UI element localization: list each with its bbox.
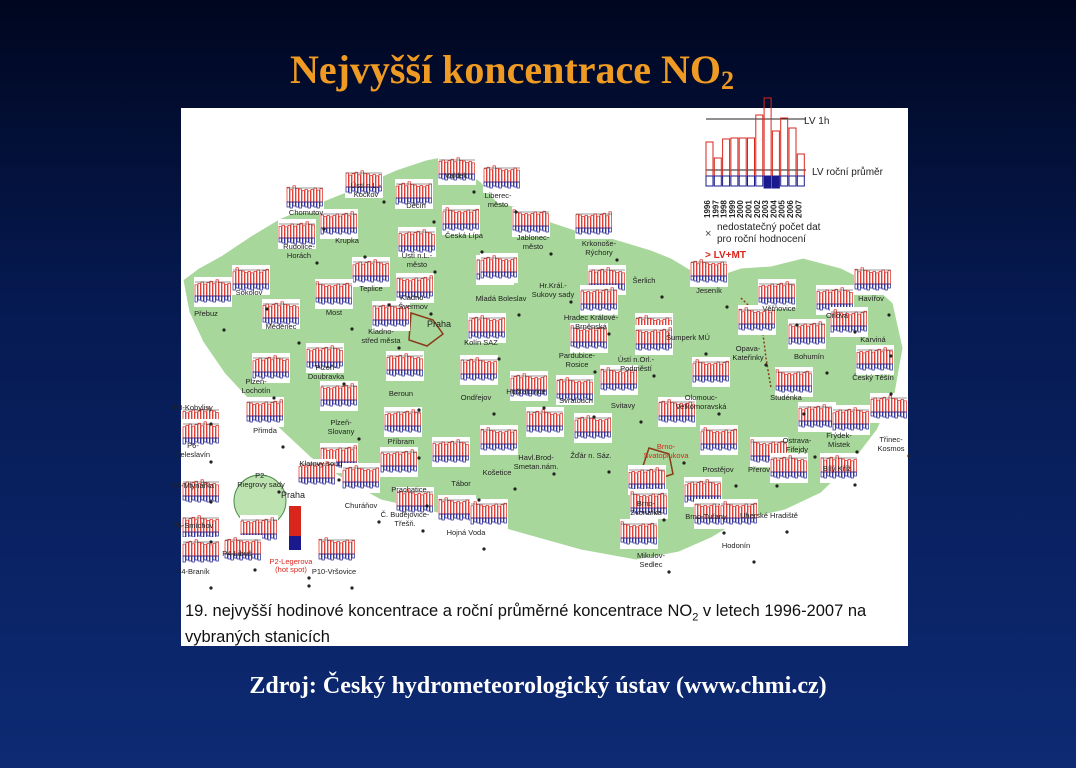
station-dot — [209, 460, 212, 463]
station-dot — [342, 382, 345, 385]
station-dot — [480, 250, 483, 253]
station-label: Most — [325, 308, 343, 317]
station-label: Ústí n.Orl.- — [617, 355, 655, 364]
station-dot — [272, 396, 275, 399]
legend-annual-bar — [748, 176, 755, 186]
legend-hourly-bar — [714, 158, 721, 176]
station-label: Brno- — [656, 442, 676, 451]
station-label: Mladá Boleslav — [475, 294, 527, 303]
station-chart — [352, 257, 390, 287]
station-label: Doubravka — [307, 372, 345, 381]
map-figure-panel — [171, 108, 908, 647]
station-dot — [549, 252, 552, 255]
station-label: Kladno- — [368, 327, 394, 336]
station-label: město — [406, 260, 428, 269]
station-label: Frýdek- — [826, 431, 852, 440]
station-dot — [472, 190, 475, 193]
station-chart — [700, 425, 738, 455]
station-dot — [357, 437, 360, 440]
station-label: Hr.Král.- — [539, 281, 567, 290]
station-dot — [477, 498, 480, 501]
station-dot — [209, 586, 212, 589]
station-label: Třinec- — [879, 435, 903, 444]
station-chart — [692, 357, 730, 387]
station-label: Krupka — [335, 236, 359, 245]
station-dot — [377, 520, 380, 523]
station-label: Ondřejov — [460, 393, 492, 402]
legend-year-label: 2007 — [794, 200, 804, 218]
station-label: Kateřinky — [732, 353, 764, 362]
station-label: Riegrovy sady — [237, 480, 285, 489]
station-dot — [825, 371, 828, 374]
legend-hourly-bar — [772, 131, 779, 176]
station-chart — [470, 499, 508, 529]
station-chart — [315, 279, 353, 309]
station-dot — [855, 450, 858, 453]
station-dot — [752, 560, 755, 563]
legend-hourly-bar — [764, 98, 771, 176]
station-dot — [433, 270, 436, 273]
station-dot — [887, 313, 890, 316]
station-dot — [853, 330, 856, 333]
station-dot — [277, 490, 280, 493]
station-dot — [350, 327, 353, 330]
station-label: Beroun — [388, 389, 414, 398]
station-dot — [853, 483, 856, 486]
station-label: Šerlich — [632, 276, 656, 285]
station-dot — [652, 374, 655, 377]
station-dot — [513, 487, 516, 490]
station-label: Rudolice- — [283, 242, 315, 251]
station-chart — [854, 265, 892, 295]
station-chart — [480, 425, 518, 455]
legend-hourly-bar — [797, 154, 804, 176]
legend-year-label: 1999 — [727, 200, 737, 218]
station-label: Svatoplukova — [643, 451, 689, 460]
station-label: Teplice — [359, 284, 383, 293]
station-dot — [682, 461, 685, 464]
station-chart — [480, 253, 518, 283]
legend-lv-annual-label: LV roční průměr — [812, 167, 883, 178]
station-label: Hojná Voda — [446, 528, 486, 537]
station-label: Č. Budějovice- — [380, 510, 430, 519]
station-dot — [397, 346, 400, 349]
caption-subscript: 2 — [692, 611, 699, 624]
legend-year-label: 2000 — [736, 200, 746, 218]
station-dot — [281, 445, 284, 448]
legend-lv1h-label: LV 1h — [804, 116, 830, 127]
station-label: P4-Braník — [176, 567, 210, 576]
station-label: Bohumín — [793, 352, 825, 361]
station-label: Ostrava- — [782, 436, 812, 445]
legend-year-label: 2001 — [744, 200, 754, 218]
station-chart — [460, 355, 498, 385]
station-label: Kosmos — [877, 444, 905, 453]
station-label: Bílý Kříž — [823, 464, 851, 473]
legend-year-label: 2004 — [769, 200, 779, 218]
station-dot — [307, 584, 310, 587]
station-dot — [795, 323, 798, 326]
station-chart — [870, 393, 908, 423]
station-chart — [788, 319, 826, 349]
slide-title-main: Nejvyšší koncentrace NO — [289, 47, 722, 92]
legend-hourly-bar — [789, 128, 796, 176]
station-label: Churáňov — [344, 501, 378, 510]
station-dot — [307, 576, 310, 579]
station-dot — [593, 370, 596, 373]
station-dot — [492, 412, 495, 415]
station-label: P10-Vršovice — [311, 567, 357, 576]
station-dot — [889, 392, 892, 395]
station-dot — [417, 408, 420, 411]
hot-spot-bar — [289, 536, 301, 550]
station-label: Valdek — [444, 171, 468, 180]
station-label: Svratouch — [559, 396, 593, 405]
legend-annual-bar — [714, 176, 721, 186]
station-label: Příbram — [387, 437, 415, 446]
station-label: P5-Smíchov — [172, 521, 214, 530]
station-label: Svitavy — [610, 401, 636, 410]
station-dot — [889, 354, 892, 357]
station-chart — [194, 277, 232, 307]
station-label: Měděnec — [265, 322, 297, 331]
station-label: Hodonín — [721, 541, 751, 550]
station-dot — [209, 422, 212, 425]
station-dot — [297, 341, 300, 344]
station-chart — [380, 447, 418, 477]
czech-map — [171, 108, 908, 646]
legend-annual-bar — [772, 176, 779, 188]
station-label: Chomutov — [288, 208, 324, 217]
station-dot — [514, 210, 517, 213]
station-label: Hradec Králové- — [563, 313, 619, 322]
station-label: Smetan.nám. — [513, 462, 559, 471]
station-dot — [615, 258, 618, 261]
station-dot — [662, 518, 665, 521]
station-dot — [322, 227, 325, 230]
legend-year-label: 2003 — [761, 200, 771, 218]
station-chart — [438, 155, 476, 185]
station-dot — [209, 540, 212, 543]
station-label: Sokolov — [235, 288, 263, 297]
station-label: Přimda — [253, 426, 277, 435]
station-label: Rýchory — [585, 248, 613, 257]
station-label: Podměstí — [620, 364, 652, 373]
station-label: P6- — [187, 441, 199, 450]
station-label: Šumperk MÚ — [666, 333, 710, 342]
legend — [703, 98, 884, 261]
station-dot — [432, 220, 435, 223]
station-dot — [417, 456, 420, 459]
station-dot — [717, 412, 720, 415]
station-label: Švermov — [398, 302, 428, 311]
legend-annual-bar — [789, 176, 796, 186]
station-label: P8-Kobylisy — [173, 403, 213, 412]
station-label: Hošťalovice — [506, 387, 546, 396]
station-dot — [482, 547, 485, 550]
source-citation: Zdroj: Český hydrometeorologický ústav (www.chmi.cz) — [249, 673, 827, 699]
prague-label: Praha — [427, 319, 452, 329]
station-dot — [421, 529, 424, 532]
station-label: P2- — [255, 471, 267, 480]
legend-annual-bar — [756, 176, 763, 186]
station-label: Plzeň- — [315, 363, 337, 372]
station-chart — [483, 163, 521, 193]
station-label: Karviná — [860, 335, 886, 344]
station-label: Plzeň- — [245, 377, 267, 386]
station-label: Český Těšín — [852, 373, 894, 382]
station-label: Mikulov- — [637, 551, 665, 560]
station-label: Opava- — [735, 344, 761, 353]
legend-year-label: 2005 — [777, 200, 787, 218]
station-dot — [734, 484, 737, 487]
station-dot — [607, 332, 610, 335]
station-label: Kolín SAZ — [464, 338, 498, 347]
station-label: Přerov — [747, 465, 771, 474]
station-dot — [802, 412, 805, 415]
station-label: Brněnská — [575, 322, 607, 331]
station-label: Sedlec — [639, 560, 663, 569]
station-chart — [386, 351, 424, 381]
legend-annual-bar — [739, 176, 746, 186]
station-label: Uherské Hradiště — [740, 511, 798, 520]
station-dot — [350, 586, 353, 589]
station-chart — [342, 463, 380, 493]
station-chart — [384, 407, 422, 437]
station-dot — [209, 500, 212, 503]
station-chart — [320, 381, 358, 411]
legend-hourly-bar — [781, 118, 788, 176]
station-dot — [382, 200, 385, 203]
station-chart — [690, 257, 728, 287]
station-label: Košetice — [482, 468, 512, 477]
station-dot — [592, 415, 595, 418]
station-label: Klatovy soud — [299, 459, 343, 468]
station-dot — [907, 454, 910, 457]
station-dot — [222, 328, 225, 331]
station-label: Zvonařka — [630, 508, 662, 517]
station-dot — [775, 484, 778, 487]
station-label: Jeseník — [696, 286, 722, 295]
station-label: Plzeň- — [330, 418, 352, 427]
hot-spot-chart — [289, 506, 301, 550]
station-label: Brno- — [636, 499, 656, 508]
slide-title-subscript: 2 — [721, 66, 735, 95]
station-chart — [432, 437, 470, 467]
legend-years — [703, 200, 803, 218]
station-label: Rosice — [565, 360, 589, 369]
station-dot — [425, 504, 428, 507]
figure-caption — [185, 601, 905, 647]
station-dot — [764, 363, 767, 366]
station-label: Havl.Brod- — [518, 453, 554, 462]
station-label: město — [522, 242, 544, 251]
station-dot — [660, 295, 663, 298]
legend-year-label: 2006 — [786, 200, 795, 218]
station-label: Kladno- — [400, 293, 426, 302]
station-dot — [639, 420, 642, 423]
station-chart — [856, 345, 894, 375]
station-label: Lochotín — [241, 386, 271, 395]
legend-insufficient-data-2: pro roční hodnocení — [717, 234, 806, 245]
station-chart — [798, 402, 836, 432]
legend-year-label: 2002 — [752, 200, 762, 218]
station-dot — [542, 406, 545, 409]
station-dot — [363, 255, 366, 258]
legend-lv-mt-label: > LV+MT — [705, 250, 746, 261]
station-label: Jablonec- — [516, 233, 550, 242]
station-dot — [315, 261, 318, 264]
station-dot — [667, 570, 670, 573]
station-dot — [387, 303, 390, 306]
legend-hourly-bar — [706, 142, 713, 176]
legend-marker-symbol: × — [705, 228, 712, 240]
station-dot — [569, 300, 572, 303]
station-label: Místek — [827, 440, 851, 449]
station-chart — [182, 537, 220, 567]
station-chart — [580, 285, 618, 315]
station-label: Velkomoravská — [675, 402, 727, 411]
station-label: Přebuz — [194, 309, 218, 318]
station-chart — [510, 371, 548, 401]
station-label: Liberec- — [484, 191, 512, 200]
station-label: P4-Libuš — [222, 549, 252, 558]
station-label: Tábor — [451, 479, 471, 488]
station-label: Kočkov — [353, 190, 379, 199]
station-label: P5-Mlynářka — [171, 481, 215, 490]
station-label: (hot spot) — [275, 565, 307, 574]
station-dot — [722, 531, 725, 534]
station-label: Ústí n.L.- — [401, 251, 433, 260]
station-dot — [725, 305, 728, 308]
station-label: Krkonoše- — [581, 239, 617, 248]
legend-annual-bar — [731, 176, 738, 186]
station-label: Česká Lípa — [445, 231, 483, 240]
prague-inset-label: Praha — [281, 490, 306, 500]
station-label: Věřňovice — [762, 304, 796, 313]
station-chart — [770, 453, 808, 483]
station-label: město — [487, 200, 509, 209]
station-label: střed města — [361, 336, 401, 345]
station-dot — [265, 307, 268, 310]
station-label: Orlová — [825, 311, 849, 320]
station-dot — [607, 470, 610, 473]
legend-annual-bar — [723, 176, 730, 186]
station-dot — [497, 357, 500, 360]
station-label: Žďár n. Sáz. — [570, 451, 612, 460]
station-chart — [246, 397, 284, 427]
station-label: Horách — [286, 251, 312, 260]
station-chart — [575, 209, 613, 239]
station-dot — [253, 568, 256, 571]
station-label: Veleslavín — [175, 450, 211, 459]
hot-spot-bar — [289, 506, 301, 536]
station-chart — [318, 535, 356, 565]
station-chart — [526, 407, 564, 437]
station-label: Prachatice — [391, 485, 427, 494]
station-label: Pardubice- — [558, 351, 596, 360]
legend-annual-bar — [781, 176, 788, 186]
station-dot — [517, 313, 520, 316]
legend-hourly-bar — [756, 115, 763, 176]
station-label: Děčín — [406, 201, 426, 210]
station-chart — [620, 519, 658, 549]
station-dot — [429, 312, 432, 315]
legend-insufficient-data: nedostatečný počet dat — [717, 222, 821, 233]
station-label: Sukovy sady — [531, 290, 575, 299]
station-label: Ústí n.L.- — [350, 181, 382, 190]
slide-title — [0, 46, 1024, 96]
station-dot — [552, 472, 555, 475]
station-label: Slovany — [327, 427, 355, 436]
station-dot — [704, 352, 707, 355]
caption-part2: v letech 1996-2007 na vybraných stanicích — [185, 602, 867, 647]
station-label: P2-Legerova — [269, 557, 313, 566]
station-label: Fifejdy — [785, 445, 809, 454]
legend-year-label: 1998 — [719, 200, 729, 218]
legend-annual-bar — [764, 176, 771, 188]
station-dot — [337, 478, 340, 481]
station-label: Prostějov — [702, 465, 734, 474]
station-dot — [785, 530, 788, 533]
station-chart — [320, 209, 358, 239]
legend-year-label: 1997 — [711, 200, 721, 218]
station-label: Olomouc- — [684, 393, 718, 402]
legend-bars — [706, 98, 804, 188]
legend-annual-bar — [706, 176, 713, 186]
station-label: Třešň. — [394, 519, 416, 528]
caption-part1: 19. nejvyšší hodinové koncentrace a roční průměrné koncentrace NO — [185, 602, 693, 620]
legend-year-label: 1996 — [703, 200, 712, 218]
station-label: Havířov — [858, 294, 884, 303]
station-label: Studénka — [770, 393, 802, 402]
station-label: Brno-Tuřany — [685, 512, 727, 521]
legend-annual-bar — [797, 176, 804, 186]
station-dot — [813, 455, 816, 458]
